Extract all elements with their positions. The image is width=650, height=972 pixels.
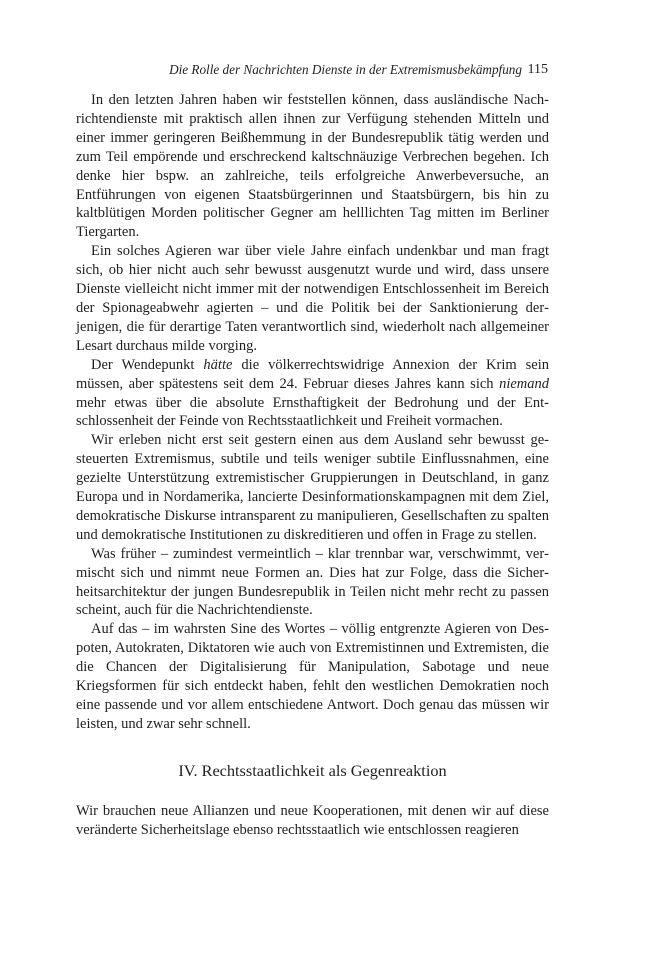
paragraph-5: Was früher – zumindest vermeintlich – klar trennbar war, verschwimmt, vermischt sich und nimmt neue Formen an. Dies hat zur Folge, dass die Sicherheitsarchitektur der jungen Bundesrepublik in Teilen nicht mehr recht zu passen scheint, auch für die Nachrichtendienste. xyxy=(76,545,549,619)
running-head-title: Die Rolle der Nachrichten Dienste in der Extremismusbekämpfung xyxy=(169,62,522,77)
emphasis-niemand: niemand xyxy=(499,375,549,392)
paragraph-3-part-1: Der Wendepunkt xyxy=(91,356,204,373)
running-head xyxy=(0,62,650,82)
page-number: 115 xyxy=(527,62,548,77)
paragraph-3 xyxy=(76,356,549,432)
paragraph-3-part-3: mehr etwas über die absolute Ernsthaftigkeit der Bedrohung und der Entschlossenheit der Feinde von Rechtsstaatlichkeit und Freiheit vormachen. xyxy=(76,394,549,430)
section-paragraph: Wir brauchen neue Allianzen und neue Kooperationen, mit denen wir auf diese veränderte Sicherheitslage ebenso rechtsstaatlich wie entschlossen reagieren xyxy=(76,802,549,838)
body-text xyxy=(76,91,549,840)
paragraph-2: Ein solches Agieren war über viele Jahre einfach undenkbar und man fragt sich, ob hier nicht auch sehr bewusst ausgenutzt wurde und wird, dass unsere Dienste vielleicht nicht immer mit der notwendigen Entschlossenheit im Bereich der Spionageabwehr agierten – und die Politik bei der Sanktionierung derjenigen, die für derartige Taten verantwortlich sind, wiederholt nach allgemeiner Lesart durchaus milde vorging. xyxy=(76,243,549,354)
paragraph-3-part-2: die völkerrechtswidrige Annexion der Krim sein müssen, aber spätestens seit dem 24. Februar dieses Jahres kann sich xyxy=(76,356,549,392)
paragraph-4: Wir erleben nicht erst seit gestern einen aus dem Ausland sehr bewusst gesteuerten Extremismus, subtile und teils weniger subtile Einflussnahmen, eine gezielte Unterstützung extremistischer Gruppierungen in Deutschland, in ganz Europa und in Nordamerika, lancierte Desinformationskampagnen mit dem Ziel, demokratische Diskurse intransparent zu manipulieren, Gesellschaften zu spalten und demokratische Institutionen zu diskreditieren und offen in Frage zu stellen. xyxy=(76,432,549,543)
paragraph-1: In den letzten Jahren haben wir feststellen können, dass ausländische Nachrichtendienste mit praktisch allen ihnen zur Verfügung stehenden Mitteln und einer immer geringeren Beißhemmung in der Bundesrepublik tätig werden und zum Teil empörende und erschreckend kaltschnäuzige Verbrechen begehen. Ich denke hier bspw. an zahlreiche, teils erfolgreiche Anwerbeversuche, an Entführungen von eigenen Staatsbürgerinnen und Staatsbürgern, bis hin zu kaltblütigen Morden politischer Gegner am helllichten Tag mitten im Berliner Tiergarten. xyxy=(76,92,549,241)
emphasis-haette: hätte xyxy=(203,356,233,373)
paragraph-6: Auf das – im wahrsten Sine des Wortes – völlig entgrenzte Agieren von Despoten, Autokraten, Diktatoren wie auch von Extremistinnen und Extremisten, die die Chancen der Digitalisierung für Manipulation, Sabotage und neue Kriegsformen für sich entdeckt haben, fehlt den westlichen Demokratien noch eine passende und vor allem entschiedene Antwort. Doch genau das müssen wir leisten, und zwar sehr schnell. xyxy=(76,621,549,732)
section-heading: IV. Rechtsstaatlichkeit als Gegenreaktion xyxy=(178,760,447,780)
